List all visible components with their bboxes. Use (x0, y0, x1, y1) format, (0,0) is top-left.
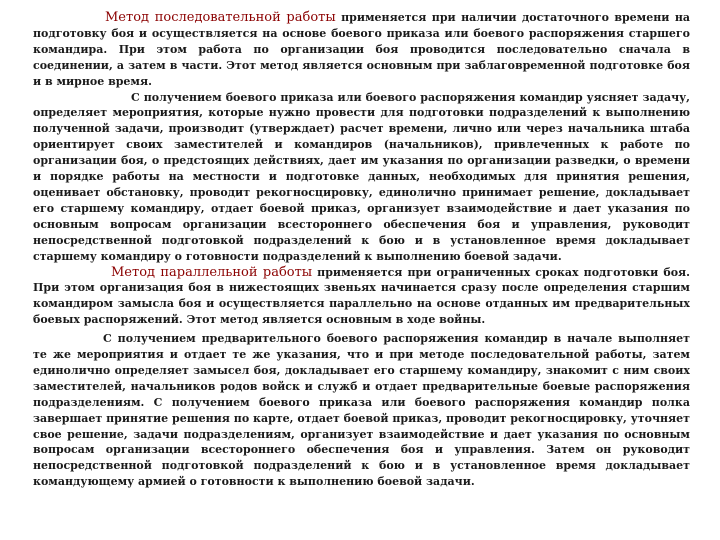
parallel-method-details: С получением предварительного боевого распоряжения командир в начале выполняет те же мероприятия и отдает те же указания, что и при методе последовательной работы, затем единолично определяет замысел боя, докладывает его старшему командиру, знакомит с ним своих заместителей, начальников родов войск и служб и отдает предварительные боевые распоряжения подразделениям. С получением боевого приказа или боевого распоряжения командир полка завершает принятие решения по карте, отдает боевой приказ, проводит рекогносцировку, уточняет свое решение, задачи подразделениям, организует взаимодействие и дает указания по основным вопросам организации всестороннего обеспечения боя и управления. Затем он руководит непосредственной подготовкой подразделений к бою и в установленное время докладывает командующему армией о готовности к выполнению боевой задачи. (33, 332, 690, 489)
sequential-method-heading: Метод последовательной работы (105, 10, 336, 25)
sequential-method-text: применяется при наличии достаточного времени на подготовку боя и осуществляется на основе боевого приказа или боевого распоряжения старшего командира. При этом работа по организации боя проводится последовательно сначала в соединении, а затем в части. Этот метод является основным при заблаговременной подготовке боя и в мирное время. (33, 11, 690, 88)
parallel-method-text: применяется при ограниченных сроках подготовки боя. При этом организация боя в нижестоящих звеньях начинается сразу после определения старшим командиром замысла боя и осуществляется параллельно на основе отданных им предварительных боевых распоряжений. Этот метод является основным в ходе войны. (33, 265, 690, 327)
sequential-method-paragraph (33, 10, 690, 90)
parallel-method-paragraph (33, 265, 690, 329)
parallel-method-heading: Метод параллельной работы (111, 264, 313, 280)
sequential-method-details: С получением боевого приказа или боевого распоряжения командир уясняет задачу, определяет мероприятия, которые нужно провести для подготовки подразделений к выполнению полученной задачи, производит (утверждает) расчет времени, лично или через начальника штаба ориентирует своих заместителей и командиров (начальников), привлеченных к работе по организации боя, о предстоящих действиях, дает им указания по организации разведки, о времени и порядке работы на местности и подготовке данных, необходимых для принятия решения, оценивает обстановку, проводит рекогносцировку, единолично принимает решение, докладывает его старшему командиру, отдает боевой приказ, организует взаимодействие и дает указания по основным вопросам организации всестороннего обеспечения боя и управления, руководит непосредственной подготовкой подразделений к бою и в установленное время докладывает старшему командиру о готовности подразделений к выполнению боевой задачи. (33, 90, 690, 263)
document-page (33, 10, 690, 490)
